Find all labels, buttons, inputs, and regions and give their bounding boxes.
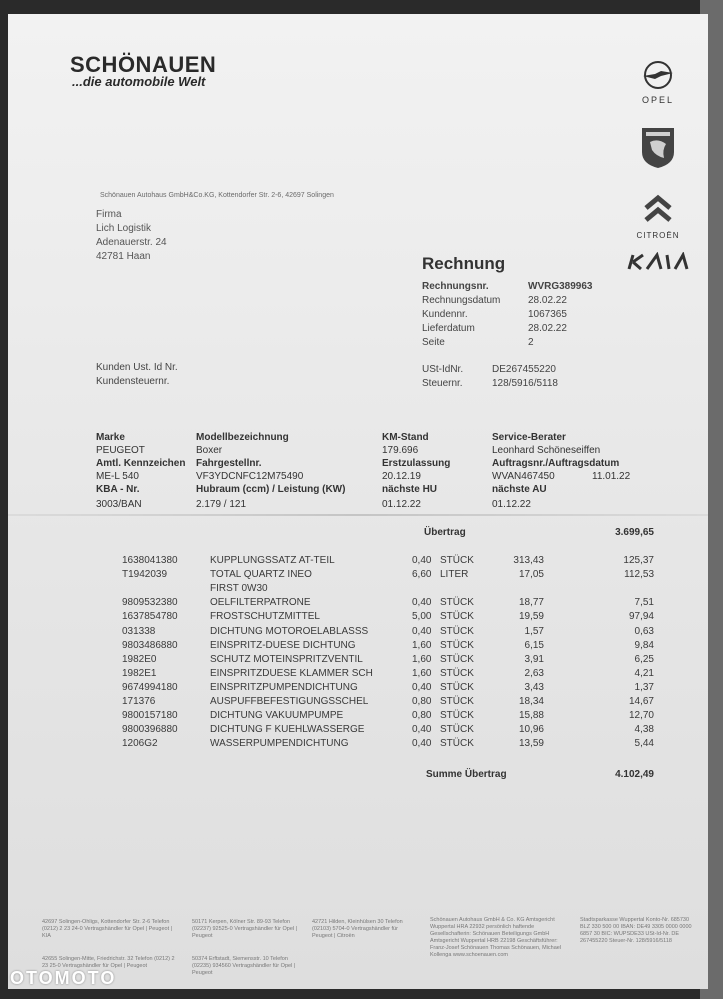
company-logo: SCHÖNAUEN (70, 52, 217, 77)
item-number: 9803486880 (122, 639, 178, 651)
sum-carryover-label: Summe Übertrag (426, 769, 507, 780)
item-quantity: 0,40 (412, 555, 432, 566)
vendor-tax-value: 128/5916/5118 (492, 378, 558, 389)
item-number: 031338 (122, 625, 156, 637)
vehicle-label: KM-Stand (382, 432, 429, 443)
item-description: FIRST 0W30 (210, 583, 268, 595)
vehicle-label: Amtl. Kennzeichen (96, 458, 186, 469)
item-number: 1638041380 (122, 555, 178, 566)
item-unit: STÜCK (440, 639, 474, 651)
item-description: EINSPRITZ-DUESE DICHTUNG (210, 639, 356, 651)
item-unit-price: 18,77 (518, 597, 544, 609)
next-hu: 01.12.22 (382, 499, 421, 510)
item-description: DICHTUNG VAKUUMPUMPE (210, 710, 344, 722)
item-quantity: 0,40 (412, 681, 432, 693)
invoice-number: WVRG389963 (528, 281, 593, 292)
recipient-line: Firma (96, 209, 122, 220)
item-unit-price: 6,15 (524, 639, 544, 651)
item-quantity: 0,40 (412, 738, 432, 750)
item-total: 0,63 (634, 625, 654, 637)
item-quantity: 0,40 (412, 597, 432, 609)
item-total: 5,44 (634, 738, 654, 750)
first-registration: 20.12.19 (382, 471, 421, 482)
citroen-logo (618, 192, 698, 240)
item-number: 1982E1 (122, 667, 157, 679)
invoice-field-label: Lieferdatum (422, 323, 475, 334)
item-description: AUSPUFFBEFESTIGUNGSSCHEL (210, 696, 369, 707)
item-unit: STÜCK (440, 555, 474, 566)
vehicle-label: Auftragsnr./Auftragsdatum (492, 458, 620, 469)
invoice-field-label: Rechnungsdatum (422, 295, 501, 306)
item-unit-price: 13,59 (518, 738, 544, 750)
item-unit-price: 2,63 (524, 667, 544, 679)
item-unit-price: 19,59 (518, 611, 544, 623)
footer-branch: 42655 Solingen-Mitte, Friedrichstr. 32 Telefon (0212) 2 23 25-0 Vertragshändler für Opel | Peugeot (42, 956, 175, 969)
peugeot-lion-icon (638, 124, 678, 170)
citroen-chevrons-icon (640, 192, 676, 226)
kba-number: 3003/BAN (96, 499, 142, 510)
invoice-field-label: Rechnungsnr. (422, 281, 489, 292)
item-unit-price: 3,91 (524, 653, 544, 665)
opel-logo (618, 60, 698, 105)
item-unit: STÜCK (440, 611, 474, 623)
customer-number: 1067365 (528, 309, 567, 320)
peugeot-logo (618, 124, 698, 175)
item-unit-price: 15,88 (518, 710, 544, 722)
vehicle-label: Marke (96, 432, 125, 443)
vehicle-label: nächste AU (492, 484, 547, 495)
footer-branch: 42697 Solingen-Ohligs, Kottendorfer Str. 2-6 Telefon (0212) 2 23 24-0 Vertragshändler für Opel | Peugeot | KIA (42, 919, 173, 939)
footer-branch: 50171 Kerpen, Kölner Str. 89-93 Telefon (02237) 92525-0 Vertragshändler für Opel | Peugeot (192, 919, 298, 939)
item-number: 9800396880 (122, 724, 178, 736)
customer-tax-label: Kundensteuernr. (96, 376, 170, 387)
item-total: 14,67 (628, 696, 654, 707)
vehicle-make: PEUGEOT (96, 445, 145, 456)
vehicle-label: Hubraum (ccm) / Leistung (KW) (196, 484, 346, 495)
invoice-field-label: Seite (422, 337, 445, 348)
item-number: 9809532380 (122, 597, 178, 609)
opel-icon (641, 60, 675, 90)
sender-line: Schönauen Autohaus GmbH&Co.KG, Kottendorfer Str. 2-6, 42697 Solingen (100, 192, 334, 199)
vehicle-label: Service-Berater (492, 432, 566, 443)
item-unit: LITER (440, 569, 469, 581)
item-unit-price: 10,96 (518, 724, 544, 736)
item-quantity: 1,60 (412, 667, 432, 679)
item-unit-price: 17,05 (518, 569, 544, 581)
engine-displacement: 2.179 / 121 (196, 499, 247, 510)
item-number: 1637854780 (122, 611, 178, 623)
item-number: T1942039 (122, 569, 168, 581)
item-unit: STÜCK (440, 738, 474, 750)
item-description: DICHTUNG MOTOROELABLASSS (210, 625, 369, 637)
license-plate: ME-L 540 (96, 471, 139, 482)
kia-logo (618, 252, 698, 277)
item-total: 4,21 (634, 667, 654, 679)
item-unit-price: 3,43 (524, 681, 544, 693)
item-unit: STÜCK (440, 597, 474, 609)
item-total: 1,37 (634, 681, 654, 693)
vehicle-label: nächste HU (382, 484, 438, 495)
item-quantity: 1,60 (412, 639, 432, 651)
item-total: 12,70 (628, 710, 654, 722)
item-description: OELFILTERPATRONE (210, 597, 311, 609)
order-number: WVAN467450 (492, 471, 555, 482)
vehicle-label: Fahrgestellnr. (196, 458, 262, 469)
page-number: 2 (528, 337, 534, 348)
brand-name-opel: OPEL (641, 95, 674, 105)
item-unit: STÜCK (440, 653, 474, 665)
item-quantity: 0,80 (412, 710, 432, 722)
service-advisor: Leonhard Schöneseiffen (492, 445, 601, 456)
company-tagline: ...die automobile Welt (72, 74, 206, 89)
item-description: EINSPRITZPUMPENDICHTUNG (210, 681, 358, 693)
item-unit: STÜCK (440, 625, 474, 637)
item-quantity: 0,40 (412, 724, 432, 736)
item-total: 4,38 (634, 724, 654, 736)
item-description: EINSPRITZDUESE KLAMMER SCH (210, 667, 373, 679)
item-unit-price: 313,43 (513, 555, 544, 566)
item-number: 9800157180 (122, 710, 178, 722)
footer-branch: 50374 Erftstadt, Siemensstr. 10 Telefon (02235) 934560 Vertragshändler für Opel | Peugeot (192, 956, 296, 976)
item-unit: STÜCK (440, 724, 474, 736)
footer-bank: Stadtsparkasse Wuppertal Konto-Nr. 685730 BLZ 330 500 00 IBAN: DE49 3305 0000 0000 6857 30 BIC: WUPSDE33 USt-Id-Nr. DE 267455220 Steuer-Nr. 128/5916/5118 (580, 917, 692, 944)
item-quantity: 6,60 (412, 569, 432, 581)
recipient-line: 42781 Haan (96, 251, 151, 262)
vendor-vat-label: USt-IdNr. (422, 364, 464, 375)
vin-number: VF3YDCNFC12M75490 (196, 471, 304, 482)
item-total: 7,51 (634, 597, 654, 609)
invoice-title: Rechnung (422, 254, 506, 273)
invoice-field-label: Kundennr. (422, 309, 468, 320)
item-number: 1982E0 (122, 653, 157, 665)
footer-company: Schönauen Autohaus GmbH & Co. KG Amtsgericht Wuppertal HRA 22932 persönlich haftende Gesellschafterin: Schönauen Beteiligungs GmbH Amtsgericht Wuppertal HRB 22198 Geschäftsführer: Franz-Josef Schönauen Thomas Schönauen, Michael Kollenga www.schoenauen.com (430, 917, 562, 958)
item-description: KUPPLUNGSSATZ AT-TEIL (210, 555, 335, 566)
vehicle-label: Erstzulassung (382, 458, 451, 469)
recipient-line: Adenauerstr. 24 (96, 237, 167, 248)
item-quantity: 0,40 (412, 625, 432, 637)
item-description: TOTAL QUARTZ INEO (210, 569, 312, 581)
brand-name-citroen: CITROËN (636, 231, 680, 240)
recipient-line: Lich Logistik (96, 223, 152, 234)
item-description: SCHUTZ MOTEINSPRITZVENTIL (210, 653, 363, 665)
item-quantity: 5,00 (412, 611, 432, 623)
watermark: OTOMOTO (10, 968, 117, 988)
item-total: 6,25 (634, 653, 654, 665)
vehicle-label: Modellbezeichnung (196, 432, 289, 443)
invoice-date: 28.02.22 (528, 295, 567, 306)
item-total: 97,94 (628, 611, 654, 623)
carryover-value: 3.699,65 (615, 527, 654, 538)
vendor-tax-label: Steuernr. (422, 378, 463, 389)
item-unit: STÜCK (440, 681, 474, 693)
item-unit-price: 18,34 (518, 696, 544, 707)
item-unit-price: 1,57 (524, 625, 544, 637)
vehicle-label: KBA - Nr. (96, 484, 140, 495)
invoice-paper (8, 14, 708, 989)
vendor-vat-value: DE267455220 (492, 364, 556, 375)
item-description: FROSTSCHUTZMITTEL (210, 611, 320, 623)
item-total: 9,84 (634, 639, 654, 651)
carryover-label: Übertrag (424, 527, 466, 538)
item-unit: STÜCK (440, 667, 474, 679)
paper-fold (8, 514, 708, 516)
item-unit: STÜCK (440, 696, 474, 707)
item-description: WASSERPUMPENDICHTUNG (210, 738, 349, 750)
next-au: 01.12.22 (492, 499, 531, 510)
item-quantity: 0,80 (412, 696, 432, 707)
sum-carryover-value: 4.102,49 (615, 769, 654, 780)
item-number: 9674994180 (122, 681, 178, 693)
vehicle-mileage: 179.696 (382, 445, 419, 456)
item-total: 112,53 (624, 569, 654, 581)
customer-vat-label: Kunden Ust. Id Nr. (96, 362, 178, 373)
item-number: 1206G2 (122, 738, 158, 750)
delivery-date: 28.02.22 (528, 323, 567, 334)
order-date: 11.01.22 (592, 471, 631, 482)
kia-icon (627, 252, 689, 272)
item-quantity: 1,60 (412, 653, 432, 665)
item-unit: STÜCK (440, 710, 474, 722)
vehicle-model: Boxer (196, 445, 223, 456)
item-description: DICHTUNG F KUEHLWASSERGE (210, 724, 365, 736)
item-total: 125,37 (623, 555, 654, 566)
item-number: 171376 (122, 696, 156, 707)
footer-branch: 42721 Hilden, Kleinhülsen 30 Telefon (02103) 5704-0 Vertragshändler für Peugeot | Citroën (312, 919, 403, 939)
